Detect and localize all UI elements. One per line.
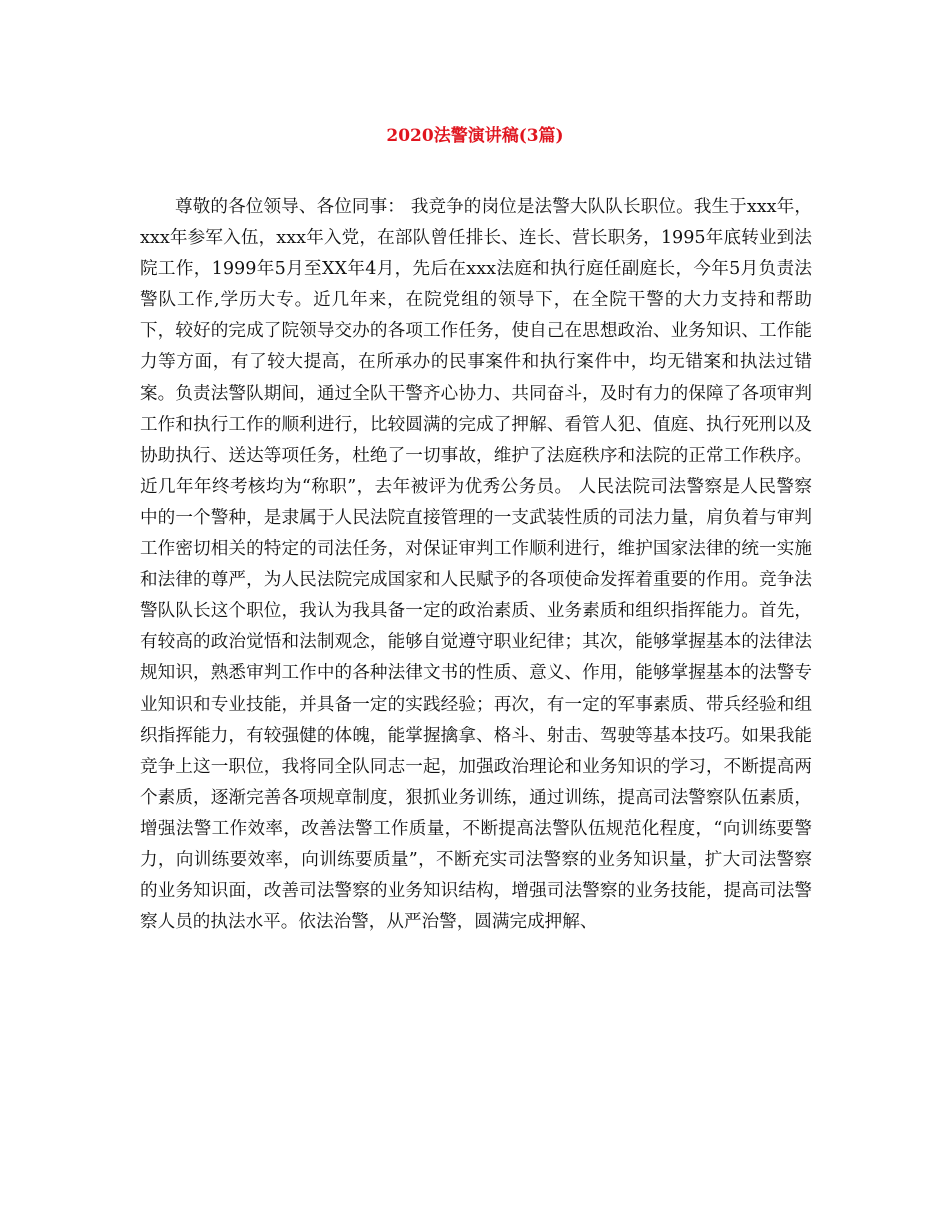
document-body-paragraph: 尊敬的各位领导、各位同事： 我竞争的岗位是法警大队队长职位。我生于xxx年，xxx年参军入伍，xxx年入党，在部队曾任排长、连长、营长职务，1995年底转业到法院工作，1999年5月至XX年4月，先后在xxx法庭和执行庭任副庭长，今年5月负责法警队工作,学历大专。近几年来，在院党组的领导下，在全院干警的大力支持和帮助下，较好的完成了院领导交办的各项工作任务，使自己在思想政治、业务知识、工作能力等方面，有了较大提高，在所承办的民事案件和执行案件中，均无错案和执法过错案。负责法警队期间，通过全队干警齐心协力、共同奋斗，及时有力的保障了各项审判工作和执行工作的顺利进行，比较圆满的完成了押解、看管人犯、值庭、执行死刑以及协助执行、送达等项任务，杜绝了一切事故，维护了法庭秩序和法院的正常工作秩序。近几年年终考核均为“称职”，去年被评为优秀公务员。 人民法院司法警察是人民警察中的一个警种，是隶属于人民法院直接管理的一支武装性质的司法力量，肩负着与审判工作密切相关的特定的司法任务，对保证审判工作顺利进行，维护国家法律的统一实施和法律的尊严，为人民法院完成国家和人民赋予的各项使命发挥着重要的作用。竞争法警队队长这个职位，我认为我具备一定的政治素质、业务素质和组织指挥能力。首先，有较高的政治觉悟和法制观念，能够自觉遵守职业纪律；其次，能够掌握基本的法律法规知识，熟悉审判工作中的各种法律文书的性质、意义、作用，能够掌握基本的法警专业知识和专业技能，并具备一定的实践经验；再次，有一定的军事素质、带兵经验和组织指挥能力，有较强健的体魄，能掌握擒拿、格斗、射击、驾驶等基本技巧。如果我能竞争上这一职位，我将同全队同志一起，加强政治理论和业务知识的学习，不断提高两个素质，逐渐完善各项规章制度，狠抓业务训练，通过训练，提高司法警察队伍素质，增强法警工作效率，改善法警工作质量，不断提高法警队伍规范化程度，“向训练要警力，向训练要效率，向训练要质量”，不断充实司法警察的业务知识量，扩大司法警察的业务知识面，改善司法警察的业务知识结构，增强司法警察的业务技能，提高司法警察人员的执法水平。依法治警，从严治警，圆满完成押解、	[140, 197, 812, 933]
document-title: 2020法警演讲稿(3篇)	[386, 126, 564, 146]
